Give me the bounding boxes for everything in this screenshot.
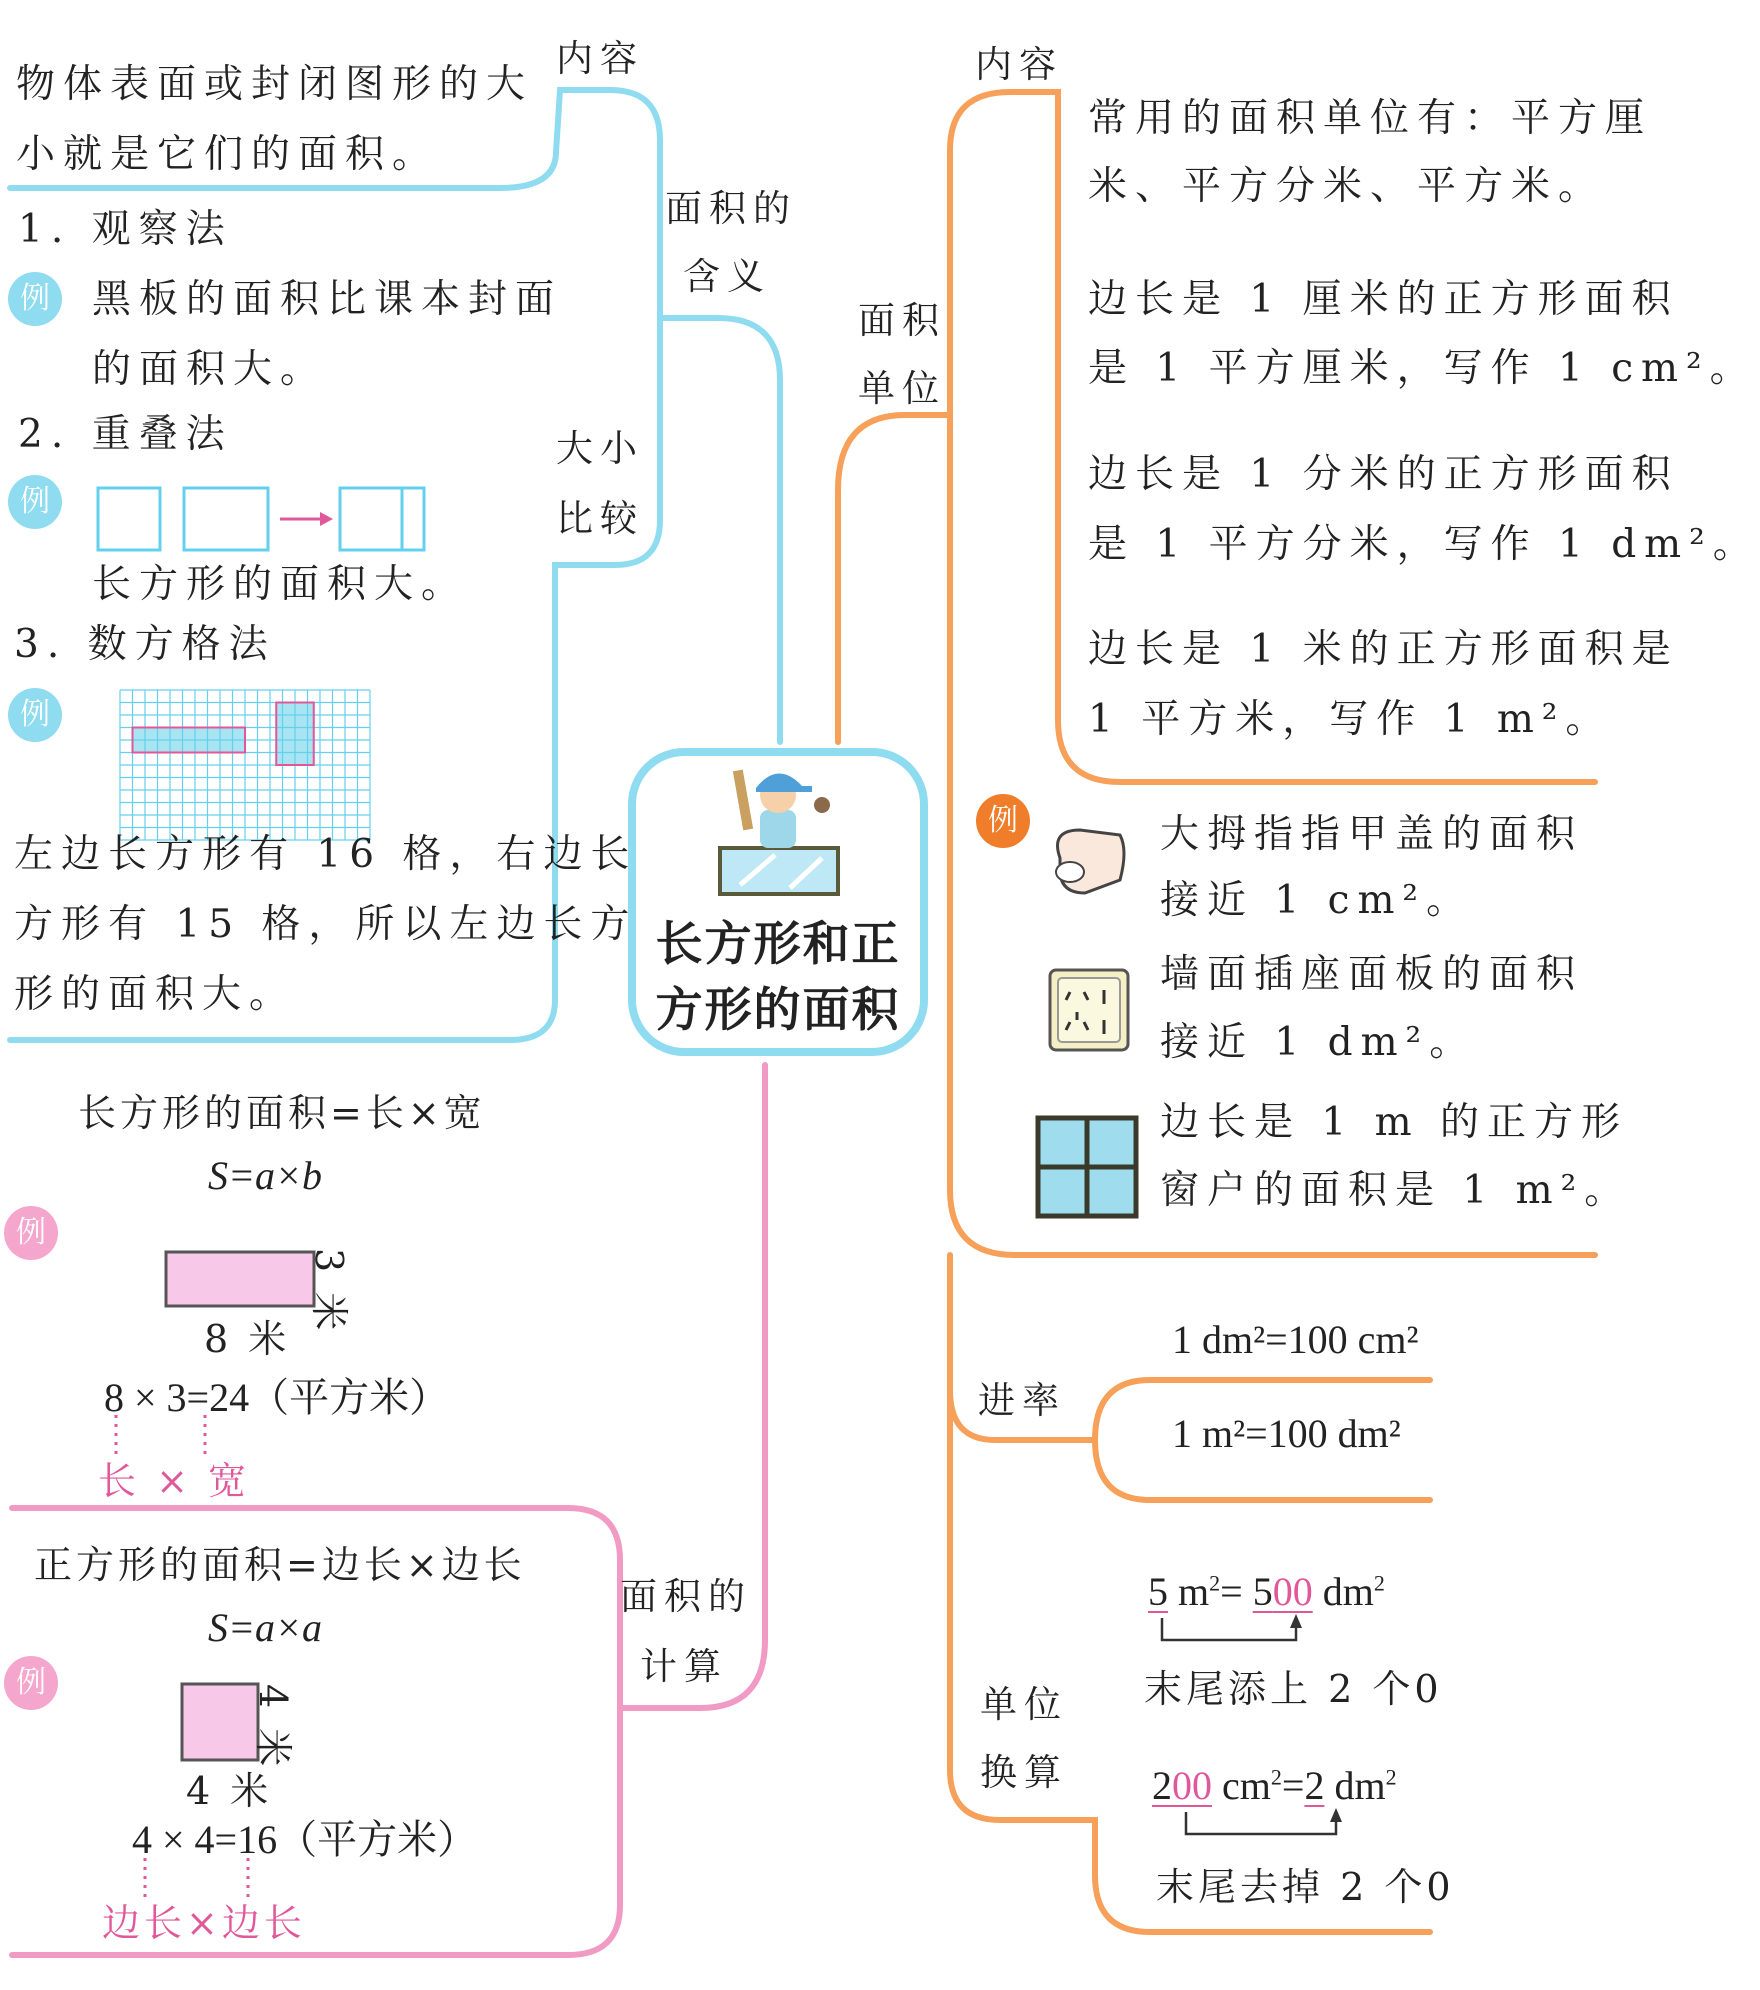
- unit-convert-label-line1: 单位: [980, 1683, 1068, 1726]
- unit-example1-line2: 接近 1 cm²。: [1160, 878, 1474, 923]
- square-equation-note: 边长×边长: [102, 1901, 306, 1945]
- calc-branch-label-line2: 计算: [640, 1645, 728, 1688]
- unit-content-label: 内容: [975, 43, 1063, 86]
- unit-example1-line1: 大拇指指甲盖的面积: [1160, 812, 1584, 857]
- unit-rate-label: 进率: [978, 1379, 1066, 1422]
- central-topic-line2: 方形的面积: [655, 983, 901, 1038]
- unit-common-line1: 常用的面积单位有：平方厘: [1088, 96, 1653, 141]
- unit-cm-line1: 边长是 1 厘米的正方形面积: [1088, 277, 1679, 322]
- meaning-definition-line2: 小就是它们的面积。: [16, 132, 440, 177]
- rect-area-formula: 长方形的面积=长×宽: [78, 1091, 486, 1135]
- overlap-shapes: [98, 488, 424, 550]
- square-area-formula: 正方形的面积=边长×边长: [34, 1543, 526, 1587]
- unit-m-line1: 边长是 1 米的正方形面积是: [1088, 627, 1679, 672]
- square-area-symbolic: S=a×a: [208, 1605, 322, 1650]
- square-grid: [120, 690, 370, 840]
- rectangle-example-shape: [166, 1252, 314, 1306]
- central-topic-title: [648, 912, 908, 1044]
- method2-title: 2. 重叠法: [18, 412, 233, 457]
- rect-equation: 8 × 3=24（平方米）: [104, 1375, 450, 1420]
- socket-icon: [1050, 970, 1128, 1050]
- unit-conversion-2-note: 末尾去掉 2 个0: [1156, 1865, 1455, 1909]
- unit-branch-label-line2: 单位: [858, 367, 946, 410]
- central-topic-line1: 长方形和正: [655, 917, 901, 972]
- unit-example2-line2: 接近 1 dm²。: [1160, 1020, 1477, 1065]
- unit-rate-2: 1 m²=100 dm²: [1172, 1411, 1401, 1456]
- example-badge-rect: 例: [4, 1206, 58, 1260]
- unit-example3-line1: 边长是 1 m 的正方形: [1160, 1100, 1628, 1145]
- example-badge-method2: 例: [8, 475, 62, 529]
- meaning-definition-line1: 物体表面或封闭图形的大: [16, 62, 534, 107]
- unit-convert-label-line2: 换算: [980, 1751, 1068, 1794]
- window-icon: [1038, 1118, 1136, 1216]
- unit-conversion-1: 5 $m^2= 500$ $dm^2$: [1148, 1569, 1385, 1614]
- rect-equation-note: 长 × 宽: [98, 1459, 250, 1503]
- rect-side-long: 8 米: [204, 1317, 291, 1361]
- unit-conversion-1-note: 末尾添上 2 个0: [1144, 1667, 1443, 1711]
- unit-m-line2: 1 平方米，写作 1 m²。: [1088, 697, 1613, 742]
- calc-branch-label-line1: 面积的: [620, 1575, 752, 1618]
- unit-example2-line1: 墙面插座面板的面积: [1160, 952, 1584, 997]
- unit-cm-line2: 是 1 平方厘米，写作 1 cm²。: [1088, 346, 1757, 391]
- method3-example-line3: 形的面积大。: [14, 972, 297, 1017]
- method3-example-line1: 左边长方形有 16 格，右边长: [14, 832, 638, 877]
- square-example-shape: [182, 1684, 258, 1760]
- method3-title: 3. 数方格法: [14, 622, 276, 667]
- meaning-branch-label-line2: 含义: [683, 255, 771, 298]
- rect-area-symbolic: S=a×b: [208, 1153, 322, 1198]
- thumb-icon: [1056, 830, 1124, 893]
- unit-example3-line2: 窗户的面积是 1 m²。: [1160, 1168, 1632, 1213]
- compare-label-line1: 大小: [556, 427, 644, 470]
- unit-dm-line1: 边长是 1 分米的正方形面积: [1088, 452, 1679, 497]
- compare-label-line2: 比较: [556, 497, 644, 540]
- method1-example-line1: 黑板的面积比课本封面: [92, 277, 563, 322]
- rect-side-short: 3 米: [307, 1248, 351, 1335]
- conversion-bracket-1: [1162, 1618, 1296, 1640]
- method2-example-text: 长方形的面积大。: [92, 562, 469, 607]
- method1-title: 1. 观察法: [18, 207, 233, 252]
- unit-branch-label-line1: 面积: [858, 299, 946, 342]
- meaning-branch-label-line1: 面积的: [665, 187, 797, 230]
- conversion-arrow-1: [1290, 1614, 1302, 1628]
- unit-dm-line2: 是 1 平方分米，写作 1 dm²。: [1088, 522, 1760, 567]
- unit-conversion-2: 200 $cm^2=2$ $dm^2$: [1152, 1763, 1397, 1808]
- square-equation: 4 × 4=16（平方米）: [132, 1817, 478, 1862]
- meaning-content-label: 内容: [556, 37, 644, 80]
- square-side-bottom: 4 米: [186, 1769, 273, 1813]
- square-side-right: 4 米: [251, 1684, 295, 1771]
- overlap-arrow: [280, 512, 333, 526]
- conversion-bracket-2: [1186, 1812, 1336, 1834]
- example-badge-square: 例: [4, 1656, 58, 1710]
- example-badge-method1: 例: [8, 272, 62, 326]
- unit-rate-1: 1 dm²=100 cm²: [1172, 1317, 1419, 1362]
- conversion-arrow-2: [1330, 1808, 1342, 1822]
- example-badge-units: 例: [976, 794, 1030, 848]
- unit-common-line2: 米、平方分米、平方米。: [1088, 164, 1606, 209]
- method3-example-line2: 方形有 15 格，所以左边长方: [14, 902, 638, 947]
- method1-example-line2: 的面积大。: [92, 347, 328, 392]
- example-badge-method3: 例: [8, 688, 62, 742]
